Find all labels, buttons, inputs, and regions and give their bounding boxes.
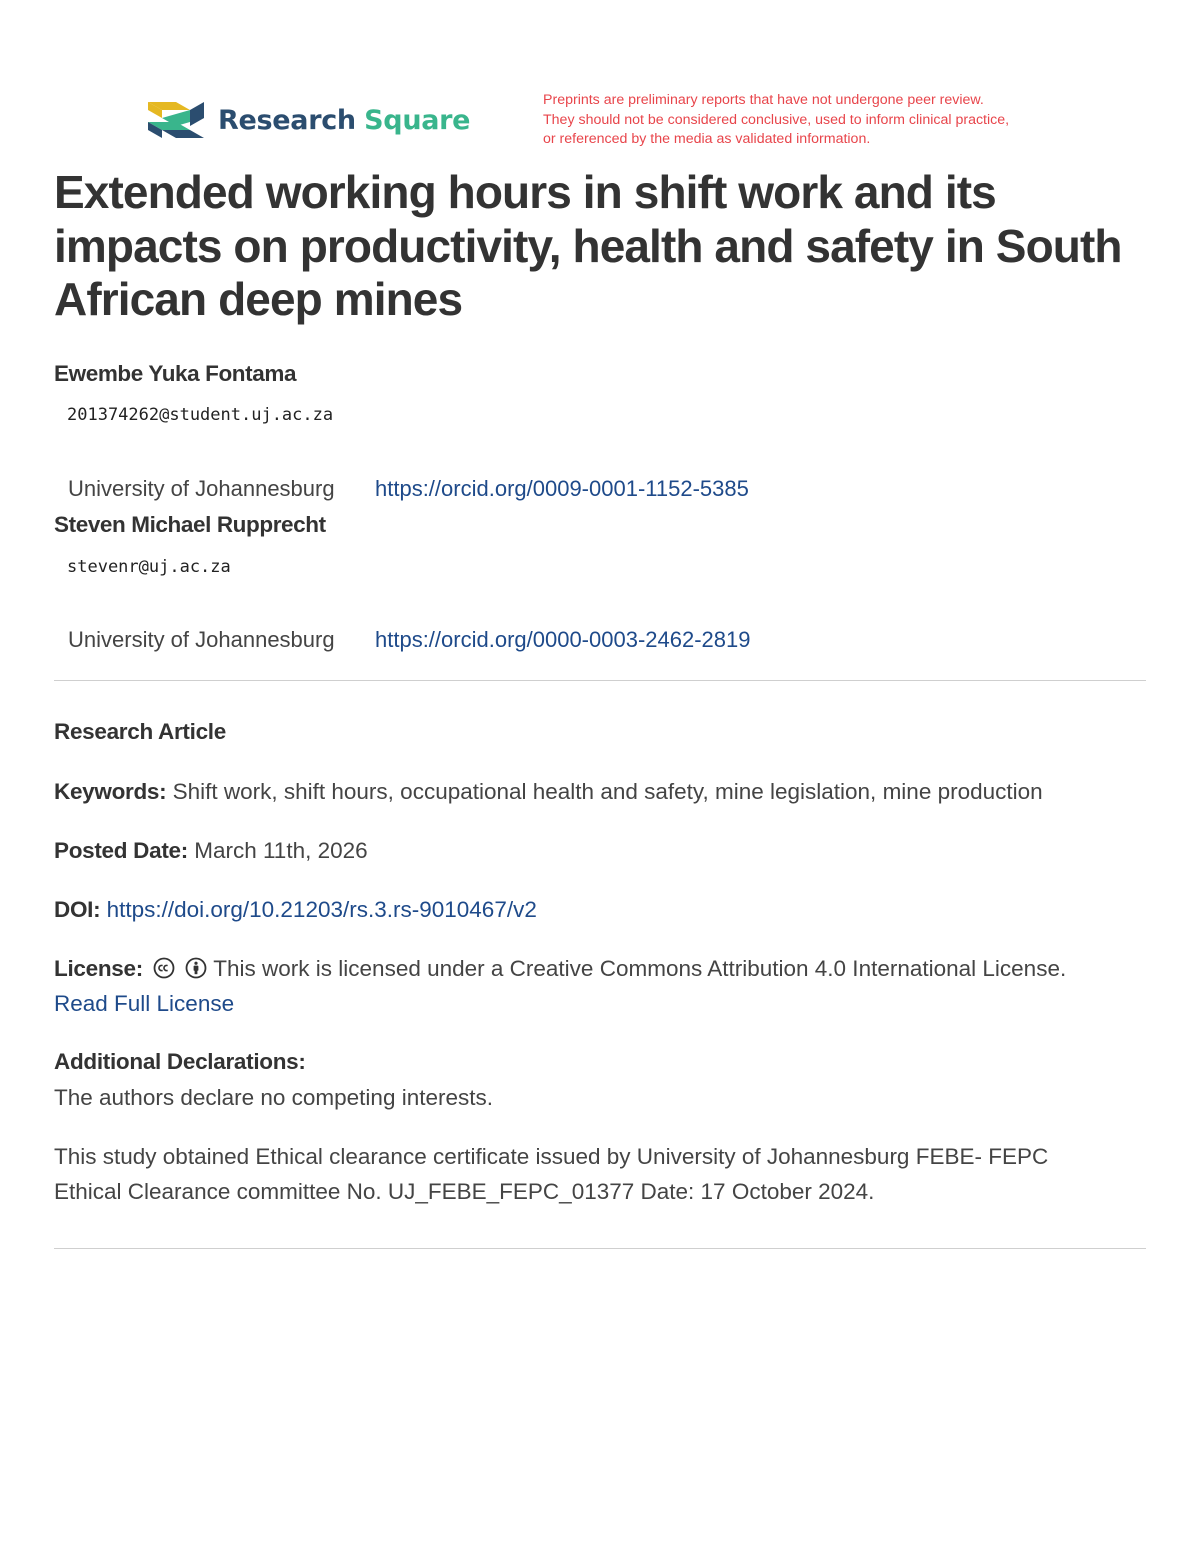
author-affiliation: University of Johannesburg [68, 476, 335, 501]
title-line: Extended working hours in shift work and its [54, 166, 996, 218]
ethics-line: This study obtained Ethical clearance certificate issued by University of Johannesburg FEBE- FEPC [54, 1144, 1049, 1169]
logo-square-text: Square [364, 104, 471, 136]
posted-date-label: Posted Date: [54, 838, 188, 863]
research-square-logo[interactable] [146, 96, 470, 144]
research-square-logo-icon [146, 96, 206, 144]
section-divider [54, 680, 1146, 681]
disclaimer-line: or referenced by the media as validated information. [543, 131, 871, 147]
ethics-statement [54, 1139, 1146, 1209]
license-label: License: [54, 956, 143, 981]
author-email[interactable]: stevenr@uj.ac.za [67, 557, 231, 577]
paper-title [54, 166, 1154, 327]
doi-label: DOI: [54, 897, 101, 922]
title-line: African deep mines [54, 273, 463, 325]
author-orcid-link[interactable]: https://orcid.org/0000-0003-2462-2819 [375, 627, 751, 652]
logo-wordmark [218, 104, 471, 136]
author-name: Ewembe Yuka Fontama [54, 361, 297, 386]
disclaimer-line: They should not be considered conclusive, used to inform clinical practice, [543, 111, 1010, 128]
section-divider [54, 1248, 1146, 1249]
license-row [54, 956, 1066, 982]
creative-commons-icon [153, 957, 175, 979]
ethics-line: Ethical Clearance committee No. UJ_FEBE_FEPC_01377 Date: 17 October 2024. [54, 1179, 875, 1204]
license-text: This work is licensed under a Creative Commons Attribution 4.0 International License. [213, 956, 1067, 981]
posted-date-value: March 11th, 2026 [194, 838, 368, 863]
author-affiliation: University of Johannesburg [68, 627, 335, 652]
article-type: Research Article [54, 719, 226, 744]
doi-row [54, 897, 537, 923]
author-email[interactable]: 201374262@student.uj.ac.za [67, 405, 334, 425]
title-line: impacts on productivity, health and safety in South [54, 219, 1122, 272]
declarations-label: Additional Declarations: [54, 1049, 306, 1074]
doi-link[interactable]: https://doi.org/10.21203/rs.3.rs-9010467/v2 [106, 897, 537, 922]
logo-research-text: Research [218, 104, 356, 136]
keywords-label: Keywords: [54, 779, 167, 804]
attribution-icon [185, 957, 207, 979]
read-full-license-link[interactable]: Read Full License [54, 991, 235, 1016]
competing-interests: The authors declare no competing interests. [54, 1085, 493, 1110]
disclaimer-line: Preprints are preliminary reports that have not undergone peer review. [543, 92, 984, 108]
keywords-value: Shift work, shift hours, occupational health and safety, mine legislation, mine production [172, 779, 1043, 804]
posted-date-row [54, 838, 368, 864]
keywords-row [54, 779, 1043, 805]
preprint-disclaimer [543, 91, 1103, 150]
author-name: Steven Michael Rupprecht [54, 512, 326, 537]
author-orcid-link[interactable]: https://orcid.org/0009-0001-1152-5385 [375, 476, 749, 501]
